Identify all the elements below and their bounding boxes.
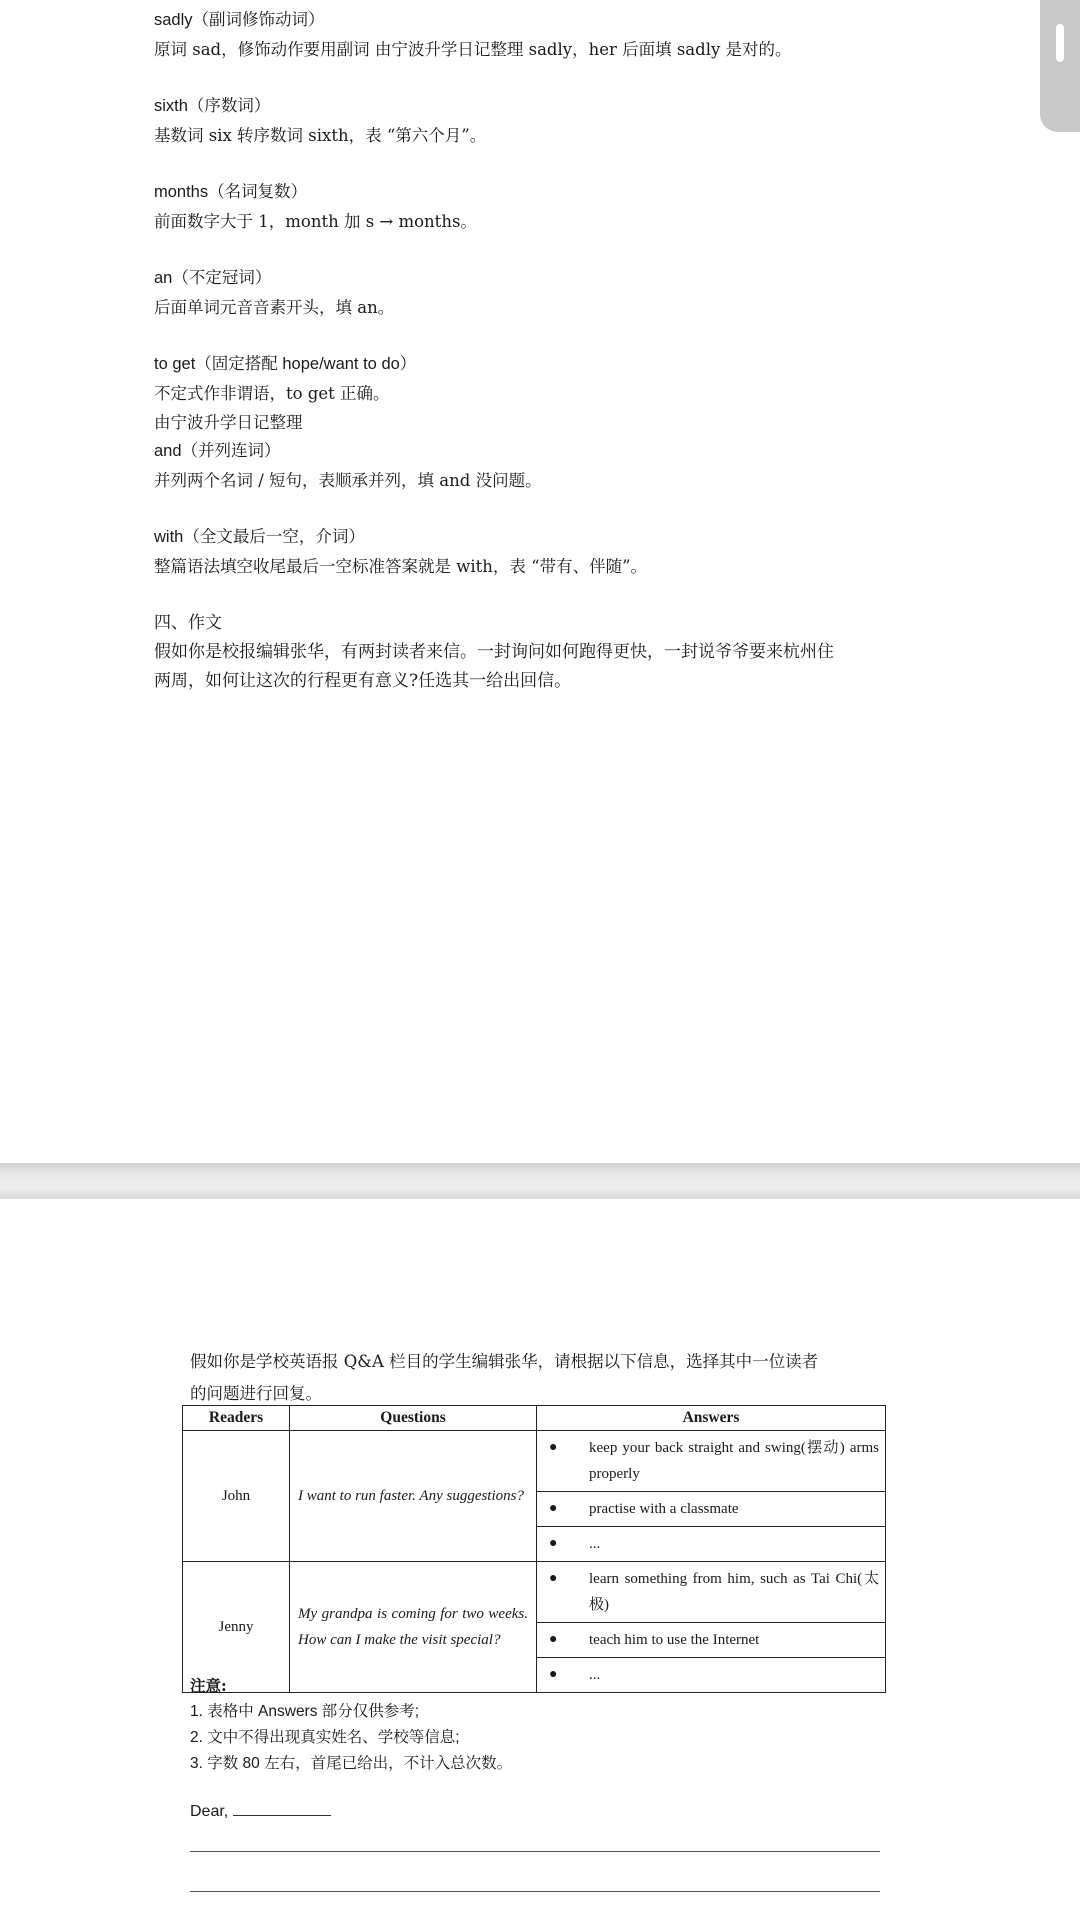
note-item: 3. 字数 80 左右，首尾已给出，不计入总次数。 (190, 1755, 513, 1772)
bullet-icon: ● (549, 1501, 558, 1516)
entry-line: 原词 sad，修饰动作要用副词 由宁波升学日记整理 sadly，her 后面填 sadly 是对的。 (154, 40, 792, 59)
header-readers: Readers (183, 1406, 290, 1431)
letter-salutation (190, 1801, 331, 1821)
notes-title: 注意: (190, 1676, 227, 1695)
bullet-icon: ● (549, 1632, 558, 1647)
bullet-icon: ● (549, 1536, 558, 1551)
scroll-thumb[interactable] (1056, 24, 1064, 62)
table-header-row (183, 1406, 886, 1431)
reader-name: Jenny (183, 1562, 290, 1693)
bullet-icon: ● (549, 1571, 558, 1586)
essay-section (154, 609, 954, 696)
note-item: 2. 文中不得出现真实姓名、学校等信息; (190, 1729, 460, 1746)
table-row (183, 1562, 886, 1623)
answer-cell (537, 1431, 886, 1492)
entry-with (154, 523, 954, 581)
answer-text: learn something from him, such as Tai Chi(太极) (589, 1571, 879, 1613)
notes-section (190, 1673, 512, 1777)
header-answers: Answers (537, 1406, 886, 1431)
page-divider (0, 1163, 1080, 1199)
writing-line (190, 1851, 880, 1852)
table-row (183, 1431, 886, 1492)
entry-head: months（名词复数） (154, 183, 308, 201)
answer-text: ... (589, 1667, 601, 1683)
reader-name: John (183, 1431, 290, 1562)
entry-line: 后面单词元音音素开头，填 an。 (154, 298, 395, 317)
header-questions: Questions (290, 1406, 537, 1431)
entry-head: an（不定冠词） (154, 269, 272, 287)
entry-line: 前面数字大于 1，month 加 s → months。 (154, 212, 477, 231)
essay-prompt-line: 假如你是校报编辑张华，有两封读者来信。一封询问如何跑得更快，一封说爷爷要来杭州住 (154, 642, 834, 662)
answer-cell (537, 1562, 886, 1623)
entry-head: sadly（副词修饰动词） (154, 11, 325, 29)
dear-label: Dear, (190, 1803, 229, 1820)
bullet-icon: ● (549, 1440, 558, 1455)
qa-table (182, 1405, 886, 1693)
entry-head: and（并列连词） (154, 442, 281, 460)
answer-text: teach him to use the Internet (589, 1632, 760, 1648)
entry-sixth (154, 92, 954, 150)
answer-cell (537, 1623, 886, 1658)
entry-line: 并列两个名词 / 短句，表顺承并列，填 and 没问题。 (154, 471, 542, 490)
entry-an (154, 264, 954, 322)
note-item: 1. 表格中 Answers 部分仅供参考; (190, 1703, 420, 1720)
entry-to-get (154, 350, 954, 437)
answer-explanations (154, 6, 954, 724)
entry-line: 整篇语法填空收尾最后一空标准答案就是 with，表 “带有、伴随”。 (154, 557, 648, 576)
answer-text: ... (589, 1536, 601, 1552)
answer-text: keep your back straight and swing(摆动) arms properly (589, 1440, 879, 1482)
writing-task-intro-cont: 的问题进行回复。 (190, 1384, 322, 1403)
essay-prompt-line: 两周，如何让这次的行程更有意义?任选其一给出回信。 (154, 671, 572, 691)
answer-cell (537, 1527, 886, 1562)
entry-line: 基数词 six 转序数词 sixth，表 “第六个月”。 (154, 126, 487, 145)
name-blank (233, 1801, 331, 1816)
entry-and (154, 437, 954, 495)
section-title: 四、作文 (154, 613, 222, 633)
entry-months (154, 178, 954, 236)
entry-sadly (154, 6, 954, 64)
writing-task-intro: 假如你是学校英语报 Q&A 栏目的学生编辑张华，请根据以下信息，选择其中一位读者 (190, 1352, 819, 1371)
bullet-icon: ● (549, 1667, 558, 1682)
entry-line: 由宁波升学日记整理 (154, 413, 303, 432)
reader-question: My grandpa is coming for two weeks. How can I make the visit special? (290, 1562, 537, 1693)
writing-line (190, 1891, 880, 1892)
answer-text: practise with a classmate (589, 1501, 739, 1517)
entry-head: to get（固定搭配 hope/want to do） (154, 355, 417, 373)
scrollbar[interactable] (1040, 0, 1080, 132)
answer-cell (537, 1492, 886, 1527)
entry-head: with（全文最后一空，介词） (154, 528, 365, 546)
entry-line: 不定式作非谓语，to get 正确。 (154, 384, 390, 403)
reader-question: I want to run faster. Any suggestions? (290, 1431, 537, 1562)
document-page-2 (0, 1199, 1080, 1919)
answer-cell (537, 1658, 886, 1693)
entry-head: sixth（序数词） (154, 97, 271, 115)
